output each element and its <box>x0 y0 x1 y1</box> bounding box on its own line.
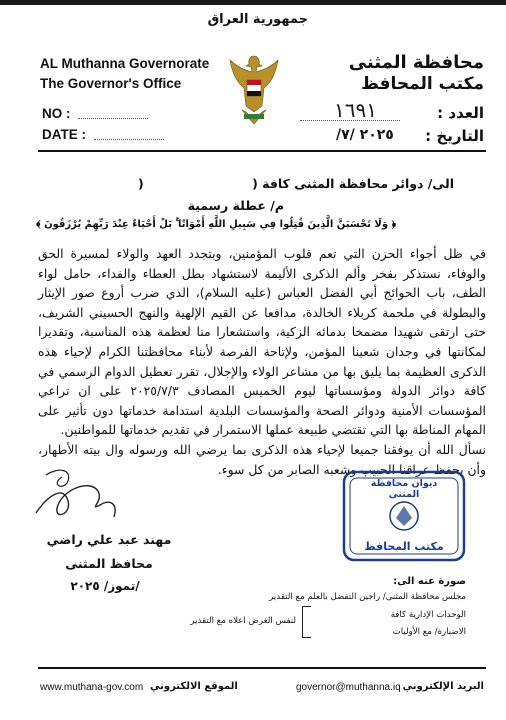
website-label: الموقع الالكتروني <box>150 681 238 692</box>
signature-date: /تموز/ ٢٠٢٥ <box>70 579 140 593</box>
copies-item-2: الوحدات الإدارية كافة <box>390 610 466 620</box>
signatory-name: مهند عبد علي راضي <box>46 532 172 547</box>
top-border <box>0 0 506 5</box>
number-dots-ar <box>300 120 400 121</box>
footer-divider <box>38 667 486 669</box>
subject-line: م/ عطلة رسمية <box>187 198 284 213</box>
number-value-ar: ١٦٩١ <box>334 98 377 122</box>
number-label-en: NO : <box>42 106 71 121</box>
copies-note: لنفس الغرض اعلاه مع التقدير <box>190 616 296 626</box>
recipient-line: الى/ دوائر محافظة المثنى كافة ( <box>252 176 454 191</box>
copies-bracket <box>302 606 311 638</box>
copies-item-1: مجلس محافظة المثنى/ راجين التفضل بالعلم مع التقدير <box>269 592 466 602</box>
date-dots <box>94 139 164 140</box>
date-value-ar: ٢٠٢٥ /٧/ <box>336 127 394 143</box>
number-dots <box>78 118 148 119</box>
header-office-ar: مكتب المحافظ <box>361 74 484 94</box>
header-governorate-ar: محافظة المثنى <box>348 52 484 73</box>
header-country-ar: جمهورية العراق <box>207 12 308 27</box>
quran-verse: ﴿ وَلَا تَحْسَبَنَّ الَّذِينَ قُتِلُوا فِي سَبِيلِ اللَّهِ أَمْوَاتًا ۚ بَلْ أَحْيَاءٌ عِنْدَ رَبِّهِمْ يُرْزَقُونَ ﴾ <box>36 219 396 230</box>
body-paragraph-1: في ظل أجواء الحزن التي تعم قلوب المؤمنين، وبتجدد العهد والولاء لمسيرة الحق والوفاء، نستذكر بفخر وألم الذكرى الأليمة لاستشهاد بطل العطاء والفداء، حامل لواء الطف، باب الحوائج أبي الفضل العباس (عليه السلام)، الذي ضرب أروع صور الإيثار والبطولة في ملحمة كربلاء الخالدة، مدافعا عن القيم الإلهية والنهج الحسيني الشريف، حتى ارتقى شهيدا مضمخا بدمائه الزكية، واستشعارا منا لعظمة هذه المناسبة، وتقديرا لمكانتها في وجدان شعبنا المؤمن، ولإتاحة الفرصة لأبناء محافظتنا الكرام لإحياء هذه الذكرى العظيمة بما يليق بها من مشاعر الولاء والإجلال، تقرر تعطيل الدوام الرسمي في كافة دوائر الدولة ومؤسساتها ليوم الخميس المصادف ٢٠٢٥/٧/٣ على ان تراعي المؤسسات الأمنية ودوائر الصحة والمؤسسات البلدية استدامة خدماتها دون تأثير على المهام المناطة بها التي تقتضي طبيعة عملها الاستمرار في تقديم خدماتها للمواطنين. <box>38 246 486 438</box>
number-label-ar: العدد : <box>437 104 484 122</box>
copies-item-3: الاضبارة/ مع الأوليات <box>392 627 466 637</box>
stamp-top-text: ديوان محافظة المثنى <box>370 478 438 500</box>
letter-body <box>38 244 486 479</box>
signatory-title: محافظ المثنى <box>65 556 153 571</box>
email-label: البريد الإلكتروني <box>402 681 484 692</box>
header-governorate-en: AL Muthanna Governorate <box>40 56 210 71</box>
stamp-bottom-text: مكتب المحافظ <box>364 540 444 553</box>
body-paragraph-2: نسأل الله أن يوفقنا جميعا لإحياء هذه الذكرى بما يرضي الله ورسوله وال بيته الأطهار، وأن يحفظ عراقنا الحبيب وشعبه الصابر من كل سوء. <box>38 441 486 477</box>
date-label-ar: التاريخ : <box>425 127 484 145</box>
iraq-emblem-icon <box>224 50 284 130</box>
email-link[interactable]: governor@muthanna.iq <box>296 682 401 693</box>
header-divider <box>38 150 486 152</box>
date-label-en: DATE : <box>42 127 86 142</box>
website-link[interactable]: www.muthana-gov.com <box>40 682 144 693</box>
copies-heading: صورة عنه الى: <box>393 576 466 587</box>
recipient-close-paren: ) <box>138 176 144 191</box>
signature-scribble <box>28 455 128 535</box>
header-office-en: The Governor's Office <box>40 76 182 91</box>
